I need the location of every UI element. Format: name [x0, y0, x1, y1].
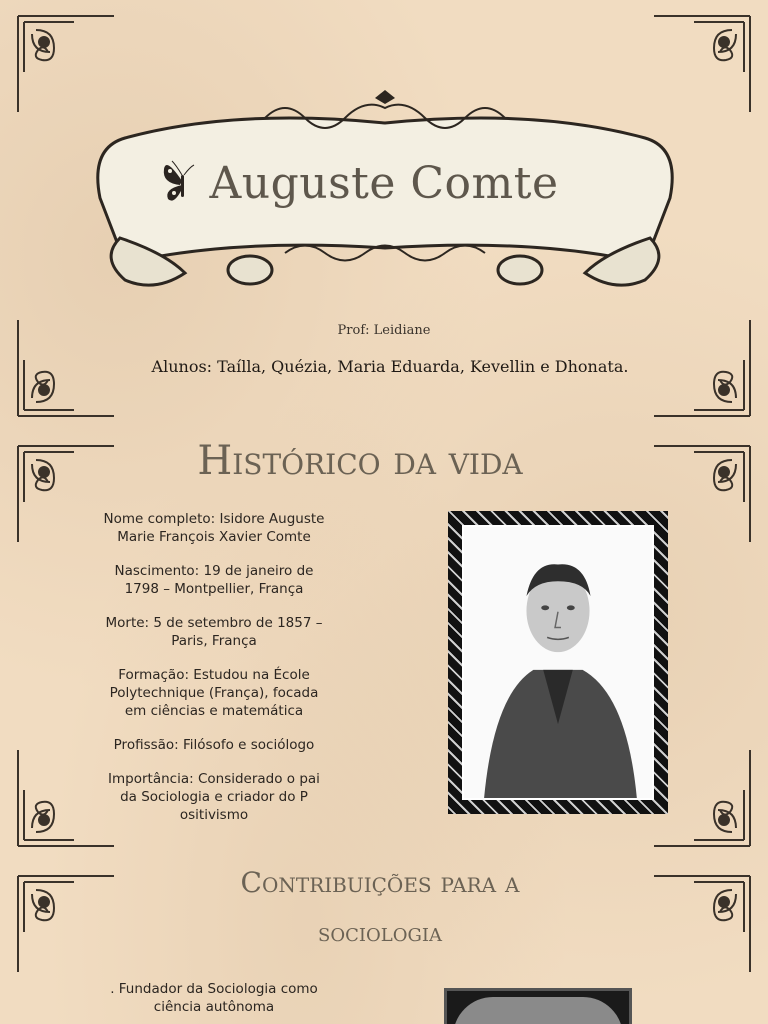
bio-profession: Profissão: Filósofo e sociólogo [113, 737, 315, 753]
portrait-image [462, 525, 654, 800]
bio-full-name: Nome completo: Isidore Auguste Marie François Xavier Comte [103, 511, 325, 545]
student-names: Alunos: Taílla, Quézia, Maria Eduarda, Kevellin e Dhonata. [151, 357, 629, 376]
contribution-item: . Fundador da Sociologia como ciência autônoma [110, 981, 318, 1015]
biography-list [100, 510, 328, 840]
section-heading-contributions: Contribuições para a [240, 866, 520, 899]
poster-title: Auguste Comte [209, 158, 559, 209]
teacher-name: Prof: Leidiane [337, 323, 431, 338]
bio-death: Morte: 5 de setembro de 1857 – Paris, França [105, 615, 323, 649]
contribution-list [100, 980, 328, 1016]
portrait-frame [448, 511, 668, 814]
secondary-photo [444, 988, 632, 1024]
secondary-photo-image [453, 997, 623, 1024]
bio-importance: Importância: Considerado o pai da Sociologia e criador do P ositivismo [108, 771, 320, 823]
section-heading-history: Histórico da vida [197, 438, 523, 484]
bio-education: Formação: Estudou na École Polytechnique (França), focada em ciências e matemática [109, 667, 319, 719]
bio-birth: Nascimento: 19 de janeiro de 1798 – Montpellier, França [114, 563, 314, 597]
section-heading-sociology: sociologia [318, 918, 442, 948]
